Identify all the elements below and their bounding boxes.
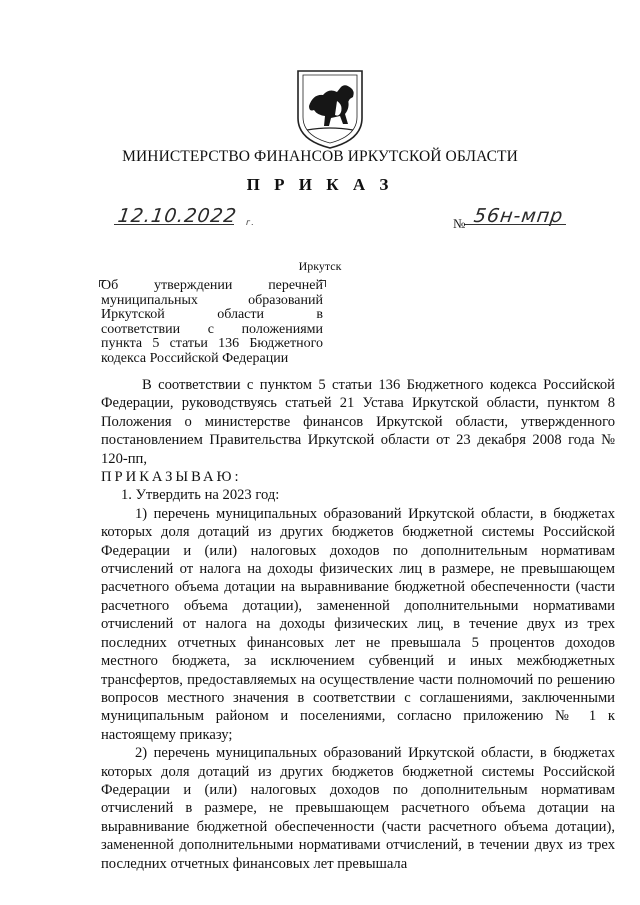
sub-item-1: 1) перечень муниципальных образований Иркутской области, в бюджетах которых доля дотаций из других бюджетов бюджетной системы Российской Федерации и (или) налоговых доходов по дополнительным нормативам отчислений от налога на доходы физических лиц в размере, не превышающем расчетного объема дотации на выравнивание бюджетной обеспеченности (части расчетного объема дотации), замененной дополнительными нормативами отчислений от налога на доходы физических лиц, в течение двух из трех последних отчетных финансовых лет не превышала 5 процентов доходов местного бюджета, за исключением субвенций и иных межбюджетных трансфертов, предоставляемых на осуществление части полномочий по решению вопросов местного значения в соответствии с соглашениями, заключенными муниципальным районом и поселениями, согласно приложению № 1 к настоящему приказу; [101, 505, 615, 743]
city-name: Иркутск [298, 259, 342, 273]
subject-line: муниципальных образований [101, 292, 323, 308]
preamble-paragraph: В соответствии с пунктом 5 статьи 136 Бюджетного кодекса Российской Федерации, руководствуясь статьей 21 Устава Иркутской области, пунктом 8 Положения о министерстве финансов Иркутской области, утвержденного постановлением Правительства Иркутской области от 23 декабря 2008 года № 120-пп, [101, 377, 615, 467]
orders-word: ПРИКАЗЫВАЮ: [101, 469, 242, 486]
subject-line: пункта 5 статьи 136 Бюджетного [101, 336, 323, 351]
order-number: 56н-мпр [472, 205, 565, 227]
order-title: П Р И К А З [246, 175, 394, 194]
irkutsk-coat-of-arms-icon [295, 68, 365, 150]
ministry-name: МИНИСТЕРСТВО ФИНАНСОВ ИРКУТСКОЙ ОБЛАСТИ [122, 148, 518, 165]
subject-line: соответствии с положениями [101, 321, 323, 337]
sub-item-2: 2) перечень муниципальных образований Иркутской области, в бюджетах которых доля дотаций из других бюджетов бюджетной системы Российской Федерации и (или) налоговых доходов по дополнительным нормативам отчислений в размере, не превышающем расчетного объема дотации на выравнивание бюджетной обеспеченности (части расчетного объема дотации), замененной дополнительными нормативами отчислений, в течении двух из трех последних отчетных финансовых лет превышала [101, 745, 615, 872]
subject-line: Иркутской области в [101, 307, 323, 322]
number-sign: № [453, 216, 466, 231]
subject-line: кодекса Российской Федерации [101, 350, 289, 366]
subject-line: Об утверждении перечней [101, 278, 323, 293]
order-date-suffix: г. [246, 218, 255, 227]
item-1: 1. Утвердить на 2023 год: [121, 487, 280, 504]
order-subject [101, 279, 323, 366]
order-date: 12.10.2022 [116, 205, 239, 227]
order-body [101, 376, 615, 873]
